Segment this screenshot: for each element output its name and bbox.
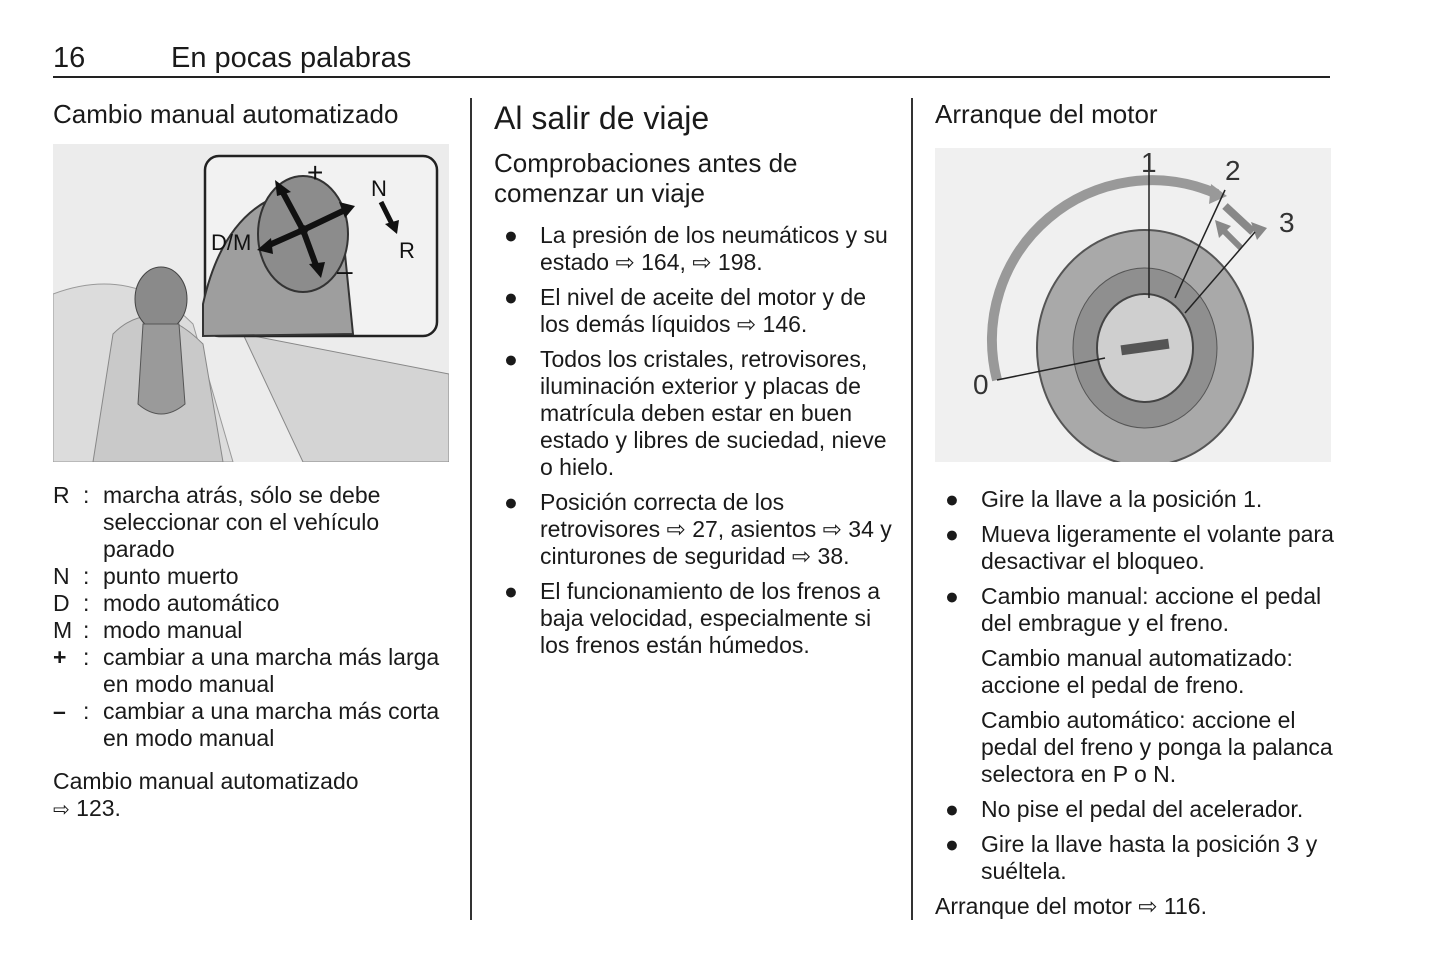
trip-checklist [494, 222, 894, 659]
ignition-figure [935, 148, 1331, 462]
list-item: ● La presión de los neumáticos y su estado ⇨ 164, ⇨ 198. [504, 222, 888, 275]
engine-steps-cont [935, 796, 1335, 885]
legend-row: N : punto muerto [53, 563, 239, 589]
bullet-icon: ● [945, 486, 959, 512]
bullet-icon: ● [504, 578, 518, 604]
engine-footer[interactable]: Arranque del motor ⇨ 116. [935, 893, 1207, 919]
list-item: ● El nivel de aceite del motor y de los demás líquidos ⇨ 146. [504, 284, 867, 337]
column-divider [911, 98, 913, 920]
bullet-icon: ● [504, 346, 518, 372]
section-title: En pocas palabras [171, 42, 412, 74]
trip-heading: Al salir de viaje [494, 100, 710, 136]
gear-lever-figure [53, 144, 449, 462]
list-item: ● Todos los cristales, retrovisores, iluminación exterior y placas de matrícula deben estar en buen estado y libres de suciedad, nieve o hielo. [504, 346, 887, 480]
list-item: ● Gire la llave a la posición 1. [945, 486, 1263, 512]
ignition-illustration [935, 148, 1331, 462]
list-item: ● Cambio manual: accione el pedal del embrague y el freno. [945, 583, 1322, 636]
gearbox-footer [53, 768, 453, 824]
column-trip [494, 98, 894, 667]
gearbox-ref-page: 123. [76, 795, 121, 821]
legend-row: – : cambiar a una marcha más corta en modo manual [53, 698, 440, 751]
pos0-label: 0 [973, 369, 989, 400]
sub-paragraph: Cambio manual automatizado: accione el pedal de freno. [981, 645, 1293, 698]
legend-row: M : modo manual [53, 617, 243, 643]
page-number: 16 [53, 42, 86, 74]
engine-steps [935, 486, 1335, 637]
gearbox-footer-ref[interactable] [53, 795, 453, 824]
list-item: ● Posición correcta de los retrovisores ⇨ 27, asientos ⇨ 34 y cinturones de seguridad ⇨ 38. [504, 489, 892, 569]
gear-legend [53, 482, 453, 752]
list-item: ● Gire la llave hasta la posición 3 y suéltela. [945, 831, 1318, 884]
bullet-icon: ● [945, 796, 959, 822]
list-item: ● No pise el pedal del acelerador. [945, 796, 1304, 822]
column-gearbox [53, 98, 453, 824]
bullet-icon: ● [945, 583, 959, 609]
list-item: ● Mueva ligeramente el volante para desactivar el bloqueo. [945, 521, 1334, 574]
trip-subheading: Comprobaciones antes de comenzar un viaje [494, 148, 798, 208]
sub-paragraph: Cambio automático: accione el pedal del freno y ponga la palanca selectora en P o N. [981, 707, 1333, 787]
column-divider [470, 98, 472, 920]
minus-label: – [337, 255, 353, 286]
legend-row: + : cambiar a una marcha más larga en modo manual [53, 644, 440, 697]
plus-label: + [307, 157, 324, 188]
bullet-icon: ● [504, 284, 518, 310]
arrow-ref-icon: ⇨ [53, 799, 70, 821]
gearbox-footer-text: Cambio manual automatizado [53, 768, 359, 794]
column-engine-start [935, 98, 1335, 920]
legend-row: D : modo automático [53, 590, 280, 616]
bullet-icon: ● [504, 489, 518, 515]
bullet-icon: ● [945, 521, 959, 547]
pos1-label: 1 [1141, 148, 1157, 178]
page-header [53, 40, 1330, 78]
dm-label: D/M [211, 230, 252, 255]
r-label: R [399, 238, 415, 263]
pos3-label: 3 [1279, 207, 1295, 238]
gearbox-heading: Cambio manual automatizado [53, 99, 399, 129]
n-label: N [371, 176, 387, 201]
pos2-label: 2 [1225, 155, 1241, 186]
list-item: ● El funcionamiento de los frenos a baja velocidad, especialmente si los frenos están húmedos. [504, 578, 881, 658]
engine-heading: Arranque del motor [935, 99, 1158, 129]
gear-lever-illustration [53, 144, 449, 462]
bullet-icon: ● [945, 831, 959, 857]
legend-row: R : marcha atrás, sólo se debe seleccionar con el vehículo parado [53, 482, 381, 562]
bullet-icon: ● [504, 222, 518, 248]
